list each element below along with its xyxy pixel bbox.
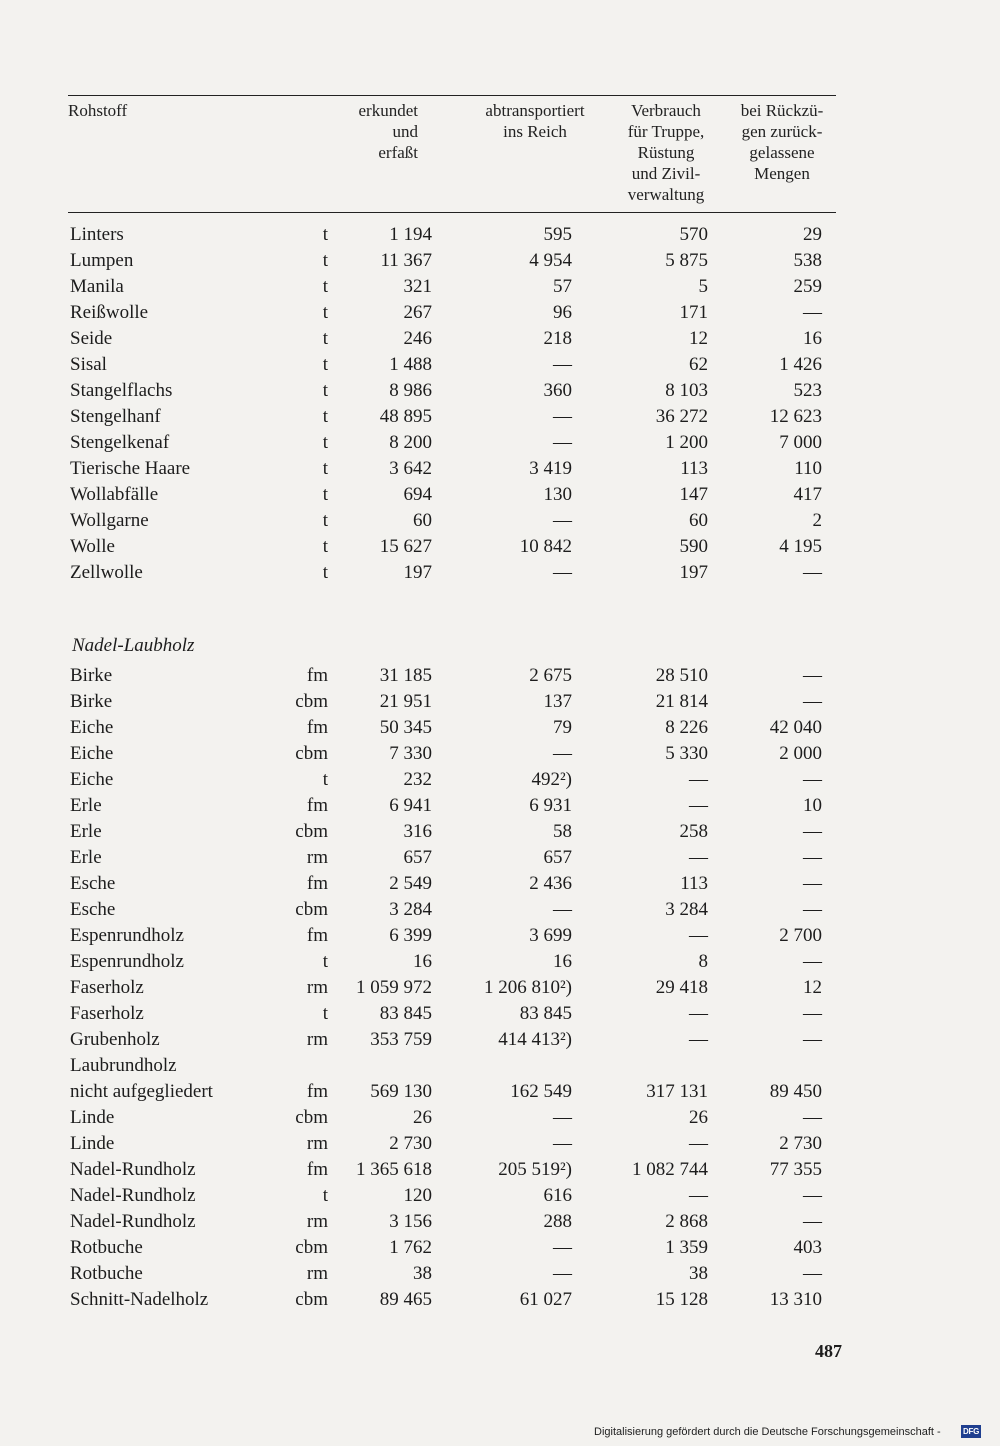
- row-zurueckgelassen: 29: [803, 224, 822, 245]
- row-unit: t: [322, 1003, 328, 1024]
- row-erkundet: 657: [403, 847, 432, 868]
- row-unit: t: [322, 302, 328, 323]
- row-verbrauch: 5 875: [665, 250, 708, 271]
- row-abtransportiert: —: [553, 1107, 572, 1128]
- row-abtransportiert: 2 436: [529, 873, 572, 894]
- row-unit: rm: [306, 847, 328, 868]
- row-abtransportiert: 360: [543, 380, 572, 401]
- table-row: [0, 1183, 1000, 1209]
- row-zurueckgelassen: —: [803, 847, 822, 868]
- row-zurueckgelassen: 4 195: [779, 536, 822, 557]
- row-verbrauch: 12: [689, 328, 708, 349]
- row-abtransportiert: 492²): [531, 769, 572, 790]
- row-zurueckgelassen: 1 426: [779, 354, 822, 375]
- table-row: [0, 1157, 1000, 1183]
- row-verbrauch: 590: [679, 536, 708, 557]
- row-unit: t: [322, 380, 328, 401]
- row-abtransportiert: 205 519²): [498, 1159, 572, 1180]
- row-verbrauch: 147: [679, 484, 708, 505]
- table-row: [0, 1027, 1000, 1053]
- row-name: Grubenholz: [70, 1029, 160, 1050]
- row-name: Birke: [70, 691, 113, 712]
- row-name: Esche: [70, 899, 116, 920]
- row-abtransportiert: 16: [553, 951, 572, 972]
- row-erkundet: 2 549: [389, 873, 432, 894]
- row-verbrauch: 258: [679, 821, 708, 842]
- row-zurueckgelassen: 259: [793, 276, 822, 297]
- row-abtransportiert: —: [553, 1263, 572, 1284]
- column-header-zurueckgelassen: bei Rückzü- gen zurück- gelassene Mengen: [740, 101, 824, 183]
- table-row: [0, 871, 1000, 897]
- row-erkundet: 246: [403, 328, 432, 349]
- table-row: [0, 508, 1000, 534]
- row-unit: cbm: [295, 1237, 328, 1258]
- column-header-abtransportiert: abtransportiert ins Reich: [485, 101, 585, 141]
- table-row: [0, 1105, 1000, 1131]
- row-name: Birke: [70, 665, 113, 686]
- header-bottom-rule: [68, 212, 836, 213]
- row-abtransportiert: 137: [543, 691, 572, 712]
- row-erkundet: 83 845: [379, 1003, 432, 1024]
- row-verbrauch: 28 510: [655, 665, 708, 686]
- row-abtransportiert: 130: [543, 484, 572, 505]
- row-name: Nadel-Rundholz: [70, 1159, 196, 1180]
- row-abtransportiert: 414 413²): [498, 1029, 572, 1050]
- row-verbrauch: —: [689, 1185, 708, 1206]
- row-unit: fm: [306, 1081, 328, 1102]
- row-name: Stangelflachs: [70, 380, 173, 401]
- row-name: Manila: [70, 276, 124, 297]
- row-erkundet: 569 130: [370, 1081, 432, 1102]
- row-unit: t: [322, 406, 328, 427]
- row-unit: fm: [306, 665, 328, 686]
- table-row: [0, 897, 1000, 923]
- row-verbrauch: 21 814: [655, 691, 708, 712]
- row-erkundet: 8 200: [389, 432, 432, 453]
- row-abtransportiert: 595: [543, 224, 572, 245]
- row-unit: t: [322, 536, 328, 557]
- row-name: Eiche: [70, 769, 114, 790]
- row-abtransportiert: 57: [553, 276, 572, 297]
- row-erkundet: 31 185: [379, 665, 432, 686]
- row-name: Erle: [70, 795, 102, 816]
- row-unit: fm: [306, 873, 328, 894]
- row-verbrauch: 113: [680, 873, 708, 894]
- row-unit: t: [322, 562, 328, 583]
- row-name: Schnitt-Nadelholz: [70, 1289, 209, 1310]
- row-unit: cbm: [295, 743, 328, 764]
- table-row: [0, 404, 1000, 430]
- row-zurueckgelassen: 12 623: [769, 406, 822, 427]
- row-abtransportiert: —: [553, 562, 572, 583]
- row-unit: t: [322, 951, 328, 972]
- row-name: Faserholz: [70, 1003, 144, 1024]
- row-verbrauch: 1 359: [665, 1237, 708, 1258]
- row-zurueckgelassen: 2 700: [779, 925, 822, 946]
- row-erkundet: 353 759: [370, 1029, 432, 1050]
- row-verbrauch: —: [689, 925, 708, 946]
- row-abtransportiert: 3 419: [529, 458, 572, 479]
- row-name: Linde: [70, 1107, 115, 1128]
- row-abtransportiert: 96: [553, 302, 572, 323]
- row-erkundet: 267: [403, 302, 432, 323]
- row-zurueckgelassen: 523: [793, 380, 822, 401]
- row-zurueckgelassen: 538: [793, 250, 822, 271]
- row-abtransportiert: 61 027: [519, 1289, 572, 1310]
- row-erkundet: 1 762: [389, 1237, 432, 1258]
- row-name: nicht aufgegliedert: [70, 1081, 213, 1102]
- row-verbrauch: 2 868: [665, 1211, 708, 1232]
- row-zurueckgelassen: —: [803, 562, 822, 583]
- row-zurueckgelassen: —: [803, 691, 822, 712]
- row-name: Seide: [70, 328, 113, 349]
- row-erkundet: 60: [413, 510, 432, 531]
- table-row: [0, 689, 1000, 715]
- row-name: Laubrundholz: [70, 1055, 177, 1076]
- row-name: Rotbuche: [70, 1237, 143, 1258]
- row-erkundet: 89 465: [379, 1289, 432, 1310]
- row-verbrauch: 38: [689, 1263, 708, 1284]
- column-header-erkundet: erkundet und erfaßt: [358, 101, 418, 162]
- row-erkundet: 8 986: [389, 380, 432, 401]
- row-name: Linde: [70, 1133, 115, 1154]
- row-erkundet: 7 330: [389, 743, 432, 764]
- row-name: Stengelkenaf: [70, 432, 170, 453]
- row-zurueckgelassen: —: [803, 951, 822, 972]
- row-zurueckgelassen: —: [803, 1107, 822, 1128]
- table-row: [0, 923, 1000, 949]
- row-unit: t: [322, 510, 328, 531]
- row-unit: cbm: [295, 899, 328, 920]
- row-abtransportiert: 1 206 810²): [483, 977, 572, 998]
- row-erkundet: 16: [413, 951, 432, 972]
- row-abtransportiert: 10 842: [519, 536, 572, 557]
- row-zurueckgelassen: —: [803, 821, 822, 842]
- table-row: [0, 819, 1000, 845]
- row-unit: cbm: [295, 1107, 328, 1128]
- row-abtransportiert: —: [553, 432, 572, 453]
- row-unit: rm: [306, 977, 328, 998]
- row-erkundet: 316: [403, 821, 432, 842]
- row-abtransportiert: 2 675: [529, 665, 572, 686]
- row-erkundet: 3 156: [389, 1211, 432, 1232]
- row-unit: rm: [306, 1133, 328, 1154]
- table-row: [0, 975, 1000, 1001]
- row-verbrauch: 15 128: [655, 1289, 708, 1310]
- row-zurueckgelassen: 10: [803, 795, 822, 816]
- row-verbrauch: 171: [679, 302, 708, 323]
- row-erkundet: 321: [403, 276, 432, 297]
- row-zurueckgelassen: —: [803, 1185, 822, 1206]
- row-erkundet: 120: [403, 1185, 432, 1206]
- row-verbrauch: 5 330: [665, 743, 708, 764]
- row-zurueckgelassen: 110: [794, 458, 822, 479]
- table-row: [0, 793, 1000, 819]
- wood-rows: [0, 663, 1000, 1313]
- table-row: [0, 845, 1000, 871]
- row-unit: t: [322, 354, 328, 375]
- table-row: [0, 560, 1000, 586]
- row-abtransportiert: 79: [553, 717, 572, 738]
- row-name: Erle: [70, 847, 102, 868]
- row-name: Faserholz: [70, 977, 144, 998]
- row-erkundet: 3 284: [389, 899, 432, 920]
- column-header-rohstoff: Rohstoff: [68, 101, 128, 120]
- row-erkundet: 2 730: [389, 1133, 432, 1154]
- row-verbrauch: —: [689, 769, 708, 790]
- row-verbrauch: 8 226: [665, 717, 708, 738]
- row-erkundet: 50 345: [379, 717, 432, 738]
- table-row: [0, 741, 1000, 767]
- row-zurueckgelassen: 7 000: [779, 432, 822, 453]
- row-erkundet: 6 941: [389, 795, 432, 816]
- row-abtransportiert: 162 549: [510, 1081, 572, 1102]
- row-verbrauch: 1 200: [665, 432, 708, 453]
- row-abtransportiert: —: [553, 1237, 572, 1258]
- table-row: [0, 1131, 1000, 1157]
- row-verbrauch: 62: [689, 354, 708, 375]
- row-zurueckgelassen: —: [803, 1003, 822, 1024]
- row-zurueckgelassen: 2 000: [779, 743, 822, 764]
- row-verbrauch: 3 284: [665, 899, 708, 920]
- table-row: [0, 949, 1000, 975]
- row-erkundet: 11 367: [380, 250, 432, 271]
- row-zurueckgelassen: 2 730: [779, 1133, 822, 1154]
- table-row: [0, 534, 1000, 560]
- row-erkundet: 232: [403, 769, 432, 790]
- row-unit: t: [322, 432, 328, 453]
- row-abtransportiert: —: [553, 354, 572, 375]
- section-title: Nadel-Laubholz: [72, 635, 195, 656]
- row-verbrauch: —: [689, 1133, 708, 1154]
- row-unit: cbm: [295, 821, 328, 842]
- table-row: [0, 456, 1000, 482]
- row-unit: cbm: [295, 691, 328, 712]
- row-name: Wollabfälle: [70, 484, 159, 505]
- row-abtransportiert: 58: [553, 821, 572, 842]
- row-abtransportiert: 4 954: [529, 250, 572, 271]
- row-zurueckgelassen: —: [803, 873, 822, 894]
- page-number: 487: [815, 1341, 842, 1361]
- row-abtransportiert: —: [553, 510, 572, 531]
- table-row: [0, 482, 1000, 508]
- row-name: Espenrundholz: [70, 925, 184, 946]
- row-unit: fm: [306, 925, 328, 946]
- row-zurueckgelassen: 417: [793, 484, 822, 505]
- row-erkundet: 38: [413, 1263, 432, 1284]
- row-zurueckgelassen: 2: [812, 510, 822, 531]
- row-unit: t: [322, 224, 328, 245]
- row-erkundet: 1 194: [389, 224, 432, 245]
- row-abtransportiert: 657: [543, 847, 572, 868]
- table-row: [0, 1287, 1000, 1313]
- row-verbrauch: 36 272: [655, 406, 708, 427]
- row-zurueckgelassen: 13 310: [769, 1289, 822, 1310]
- row-unit: fm: [306, 795, 328, 816]
- row-unit: t: [322, 250, 328, 271]
- row-verbrauch: —: [689, 795, 708, 816]
- row-erkundet: 3 642: [389, 458, 432, 479]
- table-row: [0, 767, 1000, 793]
- table-top-rule: [68, 95, 836, 96]
- table-row: [0, 326, 1000, 352]
- row-zurueckgelassen: 77 355: [769, 1159, 822, 1180]
- row-zurueckgelassen: —: [803, 1211, 822, 1232]
- row-unit: fm: [306, 717, 328, 738]
- row-erkundet: 694: [403, 484, 432, 505]
- row-erkundet: 15 627: [379, 536, 432, 557]
- row-zurueckgelassen: 42 040: [769, 717, 822, 738]
- row-erkundet: 26: [413, 1107, 432, 1128]
- row-name: Linters: [70, 224, 124, 245]
- row-zurueckgelassen: 403: [793, 1237, 822, 1258]
- table-row: [0, 222, 1000, 248]
- row-zurueckgelassen: 16: [803, 328, 822, 349]
- row-verbrauch: —: [689, 1029, 708, 1050]
- row-name: Zellwolle: [70, 562, 143, 583]
- row-erkundet: 6 399: [389, 925, 432, 946]
- row-abtransportiert: 83 845: [519, 1003, 572, 1024]
- row-zurueckgelassen: —: [803, 1029, 822, 1050]
- table-row: [0, 274, 1000, 300]
- row-unit: t: [322, 458, 328, 479]
- row-abtransportiert: —: [553, 899, 572, 920]
- row-name: Espenrundholz: [70, 951, 184, 972]
- row-name: Rotbuche: [70, 1263, 143, 1284]
- row-name: Nadel-Rundholz: [70, 1211, 196, 1232]
- row-verbrauch: 60: [689, 510, 708, 531]
- row-verbrauch: 1 082 744: [632, 1159, 708, 1180]
- row-erkundet: 21 951: [379, 691, 432, 712]
- row-unit: t: [322, 328, 328, 349]
- row-erkundet: 1 488: [389, 354, 432, 375]
- row-name: Lumpen: [70, 250, 134, 271]
- row-abtransportiert: 288: [543, 1211, 572, 1232]
- row-name: Sisal: [70, 354, 107, 375]
- row-erkundet: 48 895: [379, 406, 432, 427]
- row-abtransportiert: —: [553, 406, 572, 427]
- row-unit: rm: [306, 1211, 328, 1232]
- row-unit: cbm: [295, 1289, 328, 1310]
- row-abtransportiert: —: [553, 743, 572, 764]
- row-verbrauch: 113: [680, 458, 708, 479]
- table-row: [0, 248, 1000, 274]
- dfg-logo: DFG: [963, 1427, 979, 1436]
- row-zurueckgelassen: —: [803, 1263, 822, 1284]
- row-verbrauch: 317 131: [646, 1081, 708, 1102]
- row-name: Eiche: [70, 717, 114, 738]
- row-zurueckgelassen: 12: [803, 977, 822, 998]
- row-name: Esche: [70, 873, 116, 894]
- row-verbrauch: 26: [689, 1107, 708, 1128]
- row-verbrauch: 29 418: [655, 977, 708, 998]
- table-row: [0, 1001, 1000, 1027]
- digitization-footer: Digitalisierung gefördert durch die Deutsche Forschungsgemeinschaft -: [594, 1426, 941, 1438]
- row-erkundet: 1 365 618: [356, 1159, 432, 1180]
- row-unit: fm: [306, 1159, 328, 1180]
- row-zurueckgelassen: —: [803, 899, 822, 920]
- table-row: [0, 378, 1000, 404]
- row-name: Wollgarne: [70, 510, 149, 531]
- table-row: [0, 663, 1000, 689]
- row-unit: t: [322, 1185, 328, 1206]
- row-zurueckgelassen: —: [803, 769, 822, 790]
- row-erkundet: 197: [403, 562, 432, 583]
- row-abtransportiert: 6 931: [529, 795, 572, 816]
- table-row: [0, 300, 1000, 326]
- column-header-verbrauch: Verbrauch für Truppe, Rüstung und Zivil- verwaltung: [627, 101, 705, 204]
- row-verbrauch: 8 103: [665, 380, 708, 401]
- row-unit: rm: [306, 1263, 328, 1284]
- textile-rows: [0, 222, 1000, 586]
- row-verbrauch: —: [689, 1003, 708, 1024]
- row-name: Tierische Haare: [70, 458, 191, 479]
- row-zurueckgelassen: 89 450: [769, 1081, 822, 1102]
- row-unit: t: [322, 484, 328, 505]
- row-abtransportiert: —: [553, 1133, 572, 1154]
- row-name: Stengelhanf: [70, 406, 161, 427]
- table-row: [0, 1079, 1000, 1105]
- row-unit: t: [322, 276, 328, 297]
- row-name: Eiche: [70, 743, 114, 764]
- row-abtransportiert: 616: [543, 1185, 572, 1206]
- table-row: [0, 1209, 1000, 1235]
- row-verbrauch: 8: [698, 951, 708, 972]
- table-row: [0, 430, 1000, 456]
- table-row: [0, 352, 1000, 378]
- table-row: [0, 715, 1000, 741]
- row-verbrauch: 5: [698, 276, 708, 297]
- row-verbrauch: 197: [679, 562, 708, 583]
- row-zurueckgelassen: —: [803, 302, 822, 323]
- row-name: Reißwolle: [70, 302, 149, 323]
- row-name: Erle: [70, 821, 102, 842]
- row-name: Wolle: [70, 536, 115, 557]
- row-verbrauch: 570: [679, 224, 708, 245]
- row-unit: t: [322, 769, 328, 790]
- table-row: [0, 1053, 1000, 1079]
- row-zurueckgelassen: —: [803, 665, 822, 686]
- row-abtransportiert: 218: [543, 328, 572, 349]
- table-row: [0, 1235, 1000, 1261]
- row-verbrauch: —: [689, 847, 708, 868]
- row-abtransportiert: 3 699: [529, 925, 572, 946]
- row-erkundet: 1 059 972: [356, 977, 432, 998]
- row-unit: rm: [306, 1029, 328, 1050]
- row-name: Nadel-Rundholz: [70, 1185, 196, 1206]
- table-row: [0, 1261, 1000, 1287]
